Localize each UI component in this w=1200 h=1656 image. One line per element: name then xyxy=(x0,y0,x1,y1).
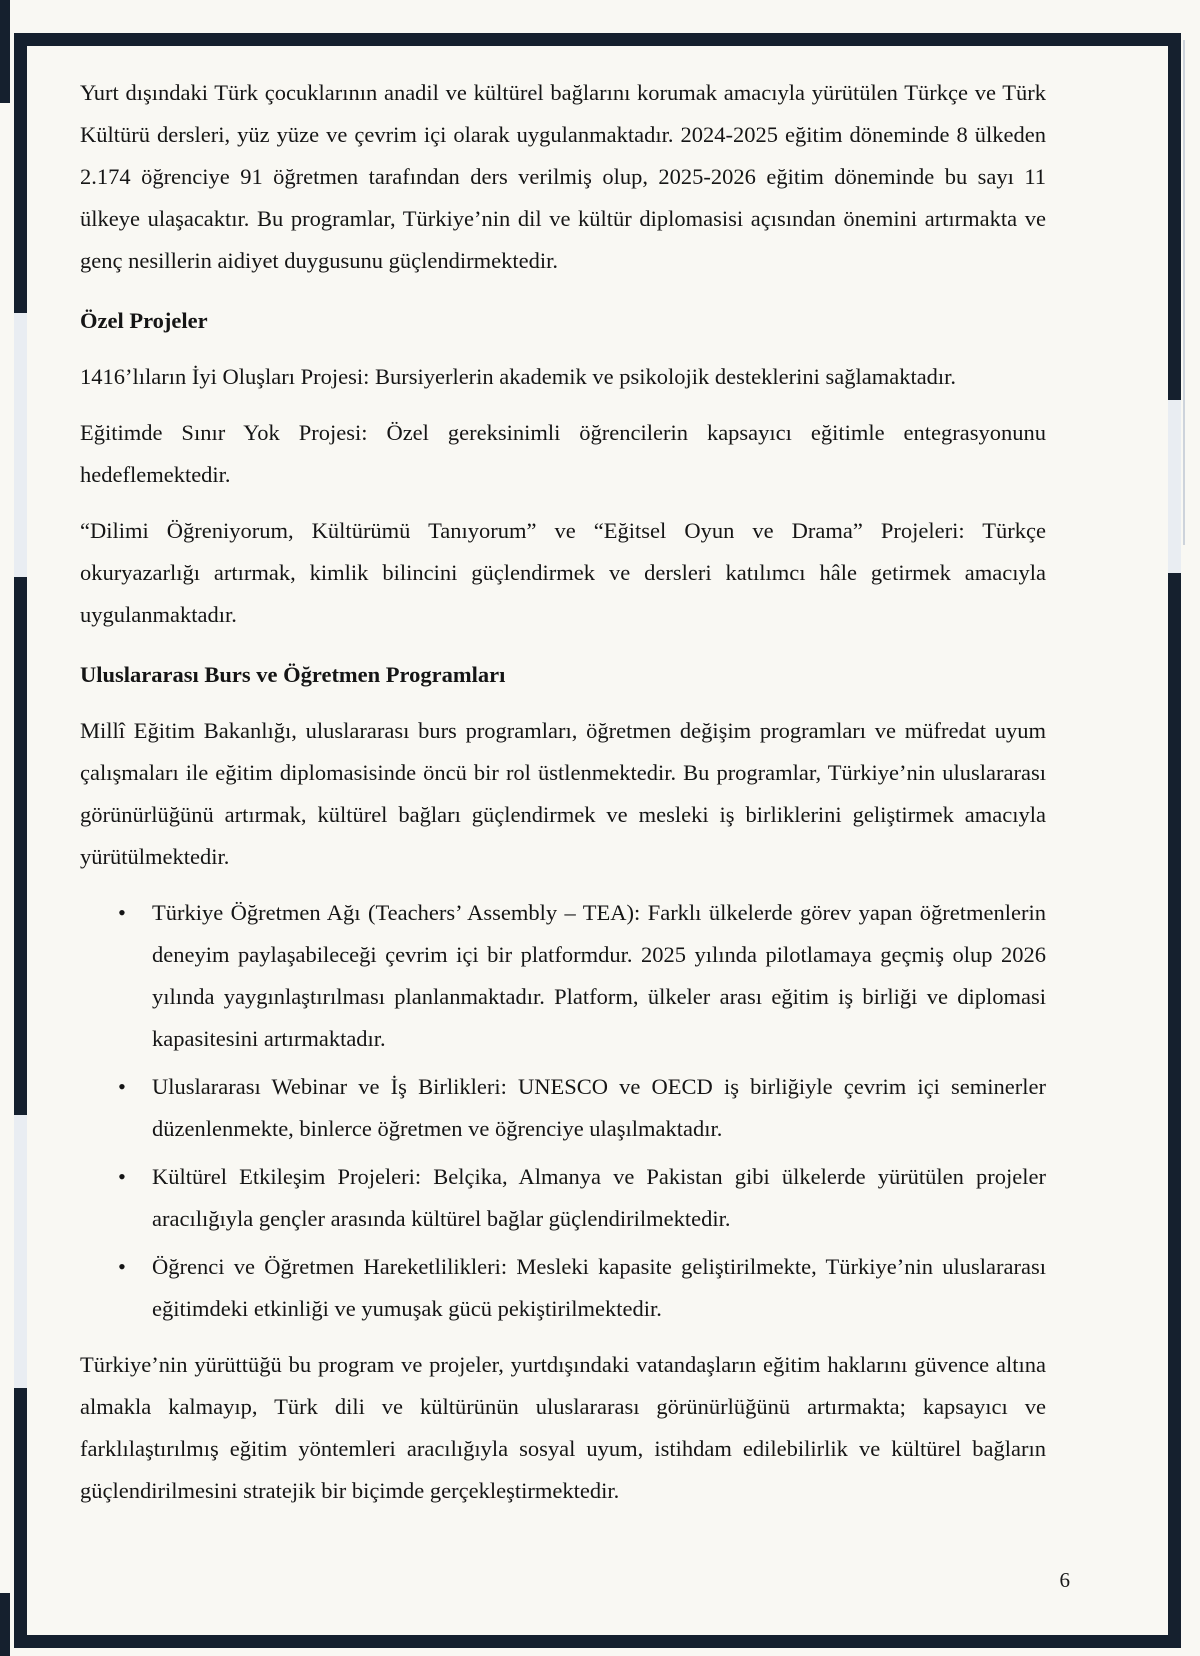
paragraph-1416-project: 1416’lıların İyi Oluşları Projesi: Bursiyerlerin akademik ve psikolojik desteklerini sağlamaktadır. xyxy=(80,364,957,389)
list-item xyxy=(118,892,1046,1060)
heading-special-projects: Özel Projeler xyxy=(80,308,208,333)
bullet-icon: • xyxy=(118,1254,126,1279)
paragraph-closing-summary: Türkiye’nin yürüttüğü bu program ve projeler, yurtdışındaki vatandaşların eğitim haklarını güvence altına almakla kalmayıp, Türk dili ve kültürünün uluslararası görünürlüğünü artırmakta; kapsayıcı ve farklılaştırılmış eğitim yöntemleri aracılığıyla sosyal uyum, istihdam edilebilirlik ve kültürel bağların güçlendirilmesini stratejik bir biçimde gerçekleştirmektedir. xyxy=(80,1352,1046,1503)
scan-edge-artifact xyxy=(0,0,10,103)
paragraph-language-identity-projects: “Dilimi Öğreniyorum, Kültürümü Tanıyorum” ve “Eğitsel Oyun ve Drama” Projeleri: Türkçe okuryazarlığı artırmak, kimlik bilincini güçlendirmek ve dersleri katılımcı hâle getirmek amacıyla uygulanmaktadır. xyxy=(80,518,1046,627)
page-number: 6 xyxy=(1059,1568,1070,1592)
bullet-item-tea: Türkiye Öğretmen Ağı (Teachers’ Assembly – TEA): Farklı ülkelerde görev yapan öğretmenlerin deneyim paylaşabileceği çevrim içi bir platformdur. 2025 yılında pilotlamaya geçmiş olup 2026 yılında yaygınlaştırılması planlanmaktadır. Platform, ülkeler arası eğitim iş birliği ve diplomasi kapasitesini artırmaktadır. xyxy=(152,900,1046,1051)
bullet-item-cultural-interaction: Kültürel Etkileşim Projeleri: Belçika, Almanya ve Pakistan gibi ülkelerde yürütülen projeler aracılığıyla gençler arasında kültürel bağlar güçlendirilmektedir. xyxy=(152,1164,1046,1231)
bullet-icon: • xyxy=(118,1074,126,1099)
bullet-item-webinars: Uluslararası Webinar ve İş Birlikleri: UNESCO ve OECD iş birliğiyle çevrim içi seminerler düzenlenmekte, binlerce öğretmen ve öğrenciye ulaşılmaktadır. xyxy=(152,1074,1046,1141)
heading-international-scholarship-teacher-programs: Uluslararası Burs ve Öğretmen Programları xyxy=(80,662,506,687)
paragraph-ministry-diplomacy: Millî Eğitim Bakanlığı, uluslararası burs programları, öğretmen değişim programları ve müfredat uyum çalışmaları ile eğitim diplomasisinde öncü bir rol üstlenmektedir. Bu programlar, Türkiye’nin uluslararası görünürlüğünü artırmak, kültürel bağları güçlendirmek ve mesleki iş birliklerini geliştirmek amacıyla yürütülmektedir. xyxy=(80,718,1046,869)
paragraph-no-limits-in-education: Eğitimde Sınır Yok Projesi: Özel gereksinimli öğrencilerin kapsayıcı eğitimle entegrasyonunu hedeflemektedir. xyxy=(80,420,1046,487)
paragraph-turkish-culture-courses: Yurt dışındaki Türk çocuklarının anadil ve kültürel bağlarını korumak amacıyla yürütülen Türkçe ve Türk Kültürü dersleri, yüz yüze ve çevrim içi olarak uygulanmaktadır. 2024-2025 eğitim döneminde 8 ülkeden 2.174 öğrenciye 91 öğretmen tarafından ders verilmiş olup, 2025-2026 eğitim döneminde bu sayı 11 ülkeye ulaşacaktır. Bu programlar, Türkiye’nin dil ve kültür diplomasisi açısından önemini artırmakta ve genç nesillerin aidiyet duygusunu güçlendirmektedir. xyxy=(80,80,1046,273)
scan-edge-artifact xyxy=(0,1593,10,1656)
list-item xyxy=(118,1246,1046,1330)
list-item xyxy=(118,1066,1046,1150)
scan-edge-line xyxy=(1183,40,1185,545)
border-fade-segment xyxy=(14,313,27,577)
program-bullet-list xyxy=(80,892,1046,1330)
bullet-icon: • xyxy=(118,900,126,925)
border-fade-segment xyxy=(1168,400,1181,573)
border-fade-segment xyxy=(14,1115,27,1388)
bullet-item-mobility: Öğrenci ve Öğretmen Hareketlilikleri: Mesleki kapasite geliştirilmekte, Türkiye’nin uluslararası eğitimdeki etkinliği ve yumuşak gücü pekiştirilmektedir. xyxy=(152,1254,1046,1321)
document-body xyxy=(80,72,1046,1526)
list-item xyxy=(118,1156,1046,1240)
bullet-icon: • xyxy=(118,1164,126,1189)
